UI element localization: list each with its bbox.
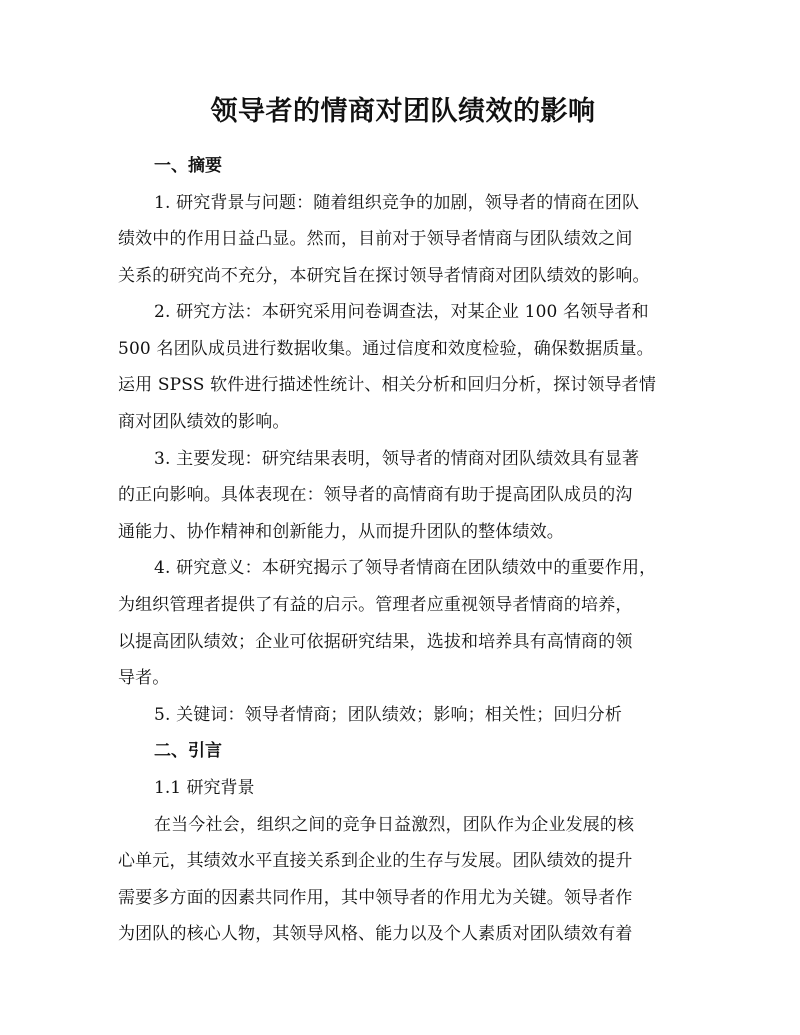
text-line: 运用 SPSS 软件进行描述性统计、相关分析和回归分析，探讨领导者情 (118, 375, 656, 396)
subsection-heading: 1.1 研究背景 (154, 777, 255, 798)
text-line: 通能力、协作精神和创新能力，从而提升团队的整体绩效。 (118, 521, 564, 542)
paragraph-keywords (118, 697, 688, 734)
text-line: 2. 研究方法：本研究采用问卷调查法，对某企业 100 名领导者和 (154, 302, 649, 323)
text-line: 的正向影响。具体表现在：领导者的高情商有助于提高团队成员的沟 (118, 485, 633, 506)
section-heading: 一、摘要 (154, 156, 222, 176)
section-introduction (118, 733, 688, 952)
section-abstract (118, 148, 688, 733)
text-line: 需要多方面的因素共同作用，其中领导者的作用尤为关键。领导者作 (118, 887, 633, 908)
text-line: 为团队的核心人物，其领导风格、能力以及个人素质对团队绩效有着 (118, 924, 633, 945)
paragraph-research-background (118, 185, 688, 295)
text-line: 关系的研究尚不充分，本研究旨在探讨领导者情商对团队绩效的影响。 (118, 265, 650, 286)
paragraph-research-significance (118, 550, 688, 696)
text-line: 4. 研究意义：本研究揭示了领导者情商在团队绩效中的重要作用， (154, 558, 657, 579)
text-line: 1. 研究背景与问题：随着组织竞争的加剧，领导者的情商在团队 (154, 192, 640, 213)
text-line: 绩效中的作用日益凸显。然而，目前对于领导者情商与团队绩效之间 (118, 229, 633, 250)
text-line: 以提高团队绩效；企业可依据研究结果，选拔和培养具有高情商的领 (118, 631, 633, 652)
document-content (118, 92, 688, 953)
document-title: 领导者的情商对团队绩效的影响 (210, 96, 596, 127)
paragraph-background-body (118, 807, 688, 953)
section-heading: 二、引言 (154, 741, 222, 762)
text-line: 在当今社会，组织之间的竞争日益激烈，团队作为企业发展的核 (154, 814, 635, 835)
text-line: 导者。 (118, 668, 170, 689)
text-line: 5. 关键词：领导者情商；团队绩效；影响；相关性；回归分析 (154, 704, 622, 725)
text-line: 3. 主要发现：研究结果表明，领导者的情商对团队绩效具有显著 (154, 448, 640, 469)
text-line: 500 名团队成员进行数据收集。通过信度和效度检验，确保数据质量。 (118, 338, 654, 359)
text-line: 心单元，其绩效水平直接关系到企业的生存与发展。团队绩效的提升 (118, 851, 633, 872)
text-line: 商对团队绩效的影响。 (118, 412, 290, 433)
paragraph-research-method (118, 294, 688, 440)
text-line: 为组织管理者提供了有益的启示。管理者应重视领导者情商的培养， (118, 595, 633, 616)
paragraph-main-findings (118, 441, 688, 551)
